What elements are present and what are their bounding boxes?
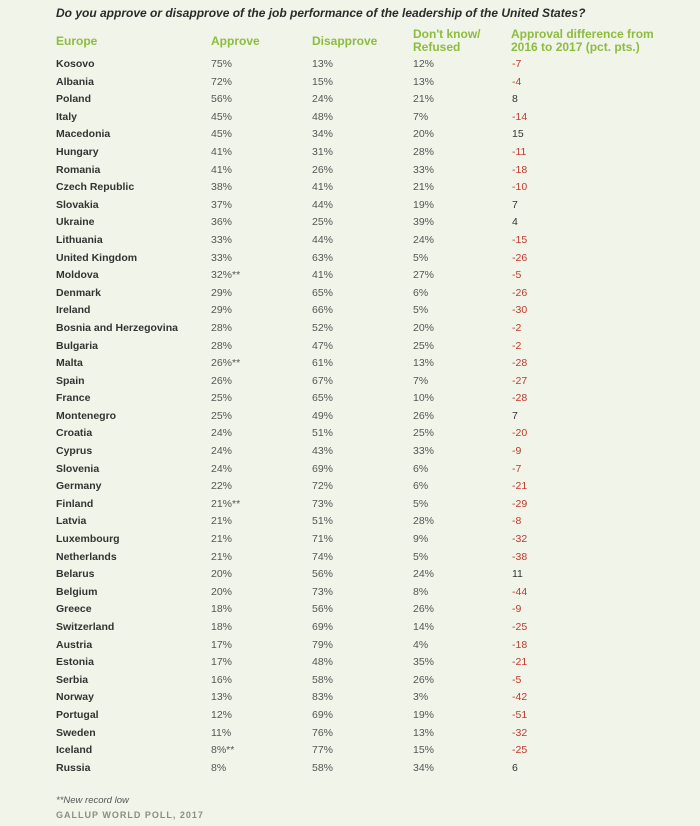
- country-cell: Austria: [56, 638, 93, 651]
- approve-cell: 26%: [211, 374, 233, 387]
- header-approve: Approve: [211, 34, 260, 48]
- dont-know-cell: 28%: [413, 515, 435, 528]
- dont-know-cell: 14%: [413, 621, 435, 633]
- country-cell: Bulgaria: [56, 339, 99, 352]
- dont-know-cell: 24%: [413, 568, 435, 581]
- table-row: [0, 91, 700, 109]
- difference-cell: -32: [512, 533, 528, 546]
- approve-cell: 45%: [211, 128, 233, 141]
- table-row: [0, 408, 700, 426]
- country-cell: Cyprus: [56, 445, 93, 458]
- difference-cell: -7: [512, 58, 522, 70]
- header-disapprove: Disapprove: [312, 34, 378, 48]
- country-cell: Ukraine: [56, 216, 95, 229]
- table-row: [0, 566, 700, 584]
- disapprove-cell: 65%: [312, 286, 334, 299]
- dont-know-cell: 9%: [413, 533, 429, 546]
- country-cell: Slovakia: [56, 198, 99, 211]
- difference-cell: -21: [512, 656, 528, 669]
- dont-know-cell: 25%: [413, 427, 435, 440]
- disapprove-cell: 72%: [312, 480, 334, 493]
- dont-know-cell: 21%: [413, 93, 435, 106]
- disapprove-cell: 69%: [312, 708, 334, 721]
- approve-cell: 22%: [211, 480, 233, 493]
- table-row: [0, 707, 700, 725]
- difference-cell: -18: [512, 163, 528, 176]
- difference-cell: -26: [512, 251, 528, 264]
- disapprove-cell: 41%: [312, 269, 334, 282]
- table-row: [0, 179, 700, 197]
- disapprove-cell: 51%: [312, 515, 334, 528]
- approve-cell: 17%: [211, 656, 233, 669]
- dont-know-cell: 4%: [413, 638, 429, 651]
- country-cell: Montenegro: [56, 409, 117, 422]
- disapprove-cell: 52%: [312, 321, 334, 334]
- disapprove-cell: 77%: [312, 744, 334, 757]
- country-cell: Czech Republic: [56, 181, 135, 194]
- dont-know-cell: 20%: [413, 128, 435, 141]
- table-row: [0, 162, 700, 180]
- disapprove-cell: 65%: [312, 392, 334, 405]
- disapprove-cell: 24%: [312, 93, 334, 106]
- table-row: [0, 390, 700, 408]
- difference-cell: 4: [512, 216, 518, 229]
- difference-cell: -18: [512, 638, 528, 651]
- table-row: [0, 197, 700, 215]
- country-cell: Macedonia: [56, 128, 111, 141]
- approve-cell: 56%: [211, 93, 233, 106]
- approve-cell: 41%: [211, 145, 233, 158]
- approve-cell: 37%: [211, 198, 233, 211]
- country-cell: Hungary: [56, 145, 99, 158]
- dont-know-cell: 28%: [413, 145, 435, 158]
- approve-cell: 18%: [211, 621, 233, 633]
- table-row: [0, 584, 700, 602]
- disapprove-cell: 79%: [312, 638, 334, 651]
- country-cell: Latvia: [56, 515, 87, 528]
- difference-cell: -5: [512, 673, 522, 686]
- difference-cell: -10: [512, 181, 528, 194]
- disapprove-cell: 34%: [312, 128, 334, 141]
- disapprove-cell: 49%: [312, 409, 334, 422]
- approve-cell: 36%: [211, 216, 233, 229]
- dont-know-cell: 13%: [413, 357, 435, 370]
- dont-know-cell: 6%: [413, 462, 429, 475]
- approve-cell: 38%: [211, 181, 233, 194]
- disapprove-cell: 69%: [312, 621, 334, 633]
- table-row: [0, 250, 700, 268]
- dont-know-cell: 15%: [413, 744, 435, 757]
- disapprove-cell: 63%: [312, 251, 334, 264]
- approve-cell: 75%: [211, 58, 233, 70]
- dont-know-cell: 6%: [413, 480, 429, 493]
- approve-cell: 21%: [211, 533, 233, 546]
- dont-know-cell: 5%: [413, 251, 429, 264]
- disapprove-cell: 47%: [312, 339, 334, 352]
- disapprove-cell: 56%: [312, 603, 334, 616]
- dont-know-cell: 5%: [413, 497, 429, 510]
- approve-cell: 29%: [211, 304, 233, 317]
- table-row: [0, 637, 700, 655]
- disapprove-cell: 44%: [312, 198, 334, 211]
- approve-cell: 21%: [211, 550, 233, 563]
- difference-cell: 7: [512, 409, 518, 422]
- dont-know-cell: 21%: [413, 181, 435, 194]
- country-cell: Portugal: [56, 708, 99, 721]
- dont-know-cell: 3%: [413, 691, 429, 704]
- table-row: [0, 760, 700, 778]
- approve-cell: 72%: [211, 75, 233, 88]
- difference-cell: -7: [512, 462, 522, 475]
- country-cell: Germany: [56, 480, 102, 493]
- table-row: [0, 373, 700, 391]
- country-cell: Croatia: [56, 427, 93, 440]
- dont-know-cell: 19%: [413, 708, 435, 721]
- table-row: [0, 478, 700, 496]
- approve-cell: 41%: [211, 163, 233, 176]
- table-row: [0, 672, 700, 690]
- table-row: [0, 513, 700, 531]
- disapprove-cell: 73%: [312, 497, 334, 510]
- disapprove-cell: 76%: [312, 726, 334, 739]
- disapprove-cell: 74%: [312, 550, 334, 563]
- country-cell: United Kingdom: [56, 251, 138, 264]
- approve-cell: 29%: [211, 286, 233, 299]
- disapprove-cell: 58%: [312, 673, 334, 686]
- approve-cell: 20%: [211, 568, 233, 581]
- difference-cell: -30: [512, 304, 528, 317]
- dont-know-cell: 6%: [413, 286, 429, 299]
- approve-cell: 21%**: [211, 497, 241, 510]
- difference-cell: 8: [512, 93, 518, 106]
- dont-know-cell: 20%: [413, 321, 435, 334]
- dont-know-cell: 5%: [413, 550, 429, 563]
- approve-cell: 17%: [211, 638, 233, 651]
- difference-cell: -15: [512, 233, 528, 246]
- country-cell: Ireland: [56, 304, 91, 317]
- table-row: [0, 742, 700, 760]
- dont-know-cell: 27%: [413, 269, 435, 282]
- table-row: [0, 654, 700, 672]
- approve-cell: 33%: [211, 251, 233, 264]
- country-cell: Sweden: [56, 726, 96, 739]
- disapprove-cell: 83%: [312, 691, 334, 704]
- dont-know-cell: 33%: [413, 445, 435, 458]
- chart-title: Do you approve or disapprove of the job performance of the leadership of the United States?: [56, 6, 586, 20]
- approve-cell: 24%: [211, 427, 233, 440]
- dont-know-cell: 7%: [413, 110, 429, 123]
- table-row: [0, 689, 700, 707]
- difference-cell: -44: [512, 585, 528, 598]
- dont-know-cell: 26%: [413, 603, 435, 616]
- table-row: [0, 214, 700, 232]
- disapprove-cell: 25%: [312, 216, 334, 229]
- country-cell: Italy: [56, 110, 78, 123]
- dont-know-cell: 33%: [413, 163, 435, 176]
- dont-know-cell: 39%: [413, 216, 435, 229]
- difference-cell: -11: [512, 145, 527, 158]
- disapprove-cell: 73%: [312, 585, 334, 598]
- header-dont-know-line1: Don't know/: [413, 27, 481, 41]
- country-cell: Estonia: [56, 656, 94, 669]
- disapprove-cell: 56%: [312, 568, 334, 581]
- dont-know-cell: 24%: [413, 233, 435, 246]
- table-row: [0, 126, 700, 144]
- country-cell: Bosnia and Herzegovina: [56, 321, 178, 334]
- difference-cell: 11: [512, 568, 523, 581]
- table-row: [0, 461, 700, 479]
- difference-cell: -32: [512, 726, 528, 739]
- table-row: [0, 355, 700, 373]
- approve-cell: 24%: [211, 462, 233, 475]
- difference-cell: -25: [512, 621, 528, 633]
- dont-know-cell: 26%: [413, 673, 435, 686]
- disapprove-cell: 31%: [312, 145, 334, 158]
- country-cell: Malta: [56, 357, 83, 370]
- difference-cell: -28: [512, 392, 528, 405]
- disapprove-cell: 41%: [312, 181, 334, 194]
- approve-cell: 11%: [211, 726, 232, 739]
- table-row: [0, 144, 700, 162]
- disapprove-cell: 13%: [312, 58, 334, 70]
- difference-cell: -9: [512, 445, 522, 458]
- header-approval-difference: [511, 28, 654, 54]
- difference-cell: -26: [512, 286, 528, 299]
- country-cell: France: [56, 392, 91, 405]
- table-row: [0, 425, 700, 443]
- difference-cell: -28: [512, 357, 528, 370]
- approve-cell: 8%**: [211, 744, 235, 757]
- disapprove-cell: 51%: [312, 427, 334, 440]
- country-cell: Moldova: [56, 269, 99, 282]
- approve-cell: 28%: [211, 321, 233, 334]
- dont-know-cell: 25%: [413, 339, 435, 352]
- dont-know-cell: 35%: [413, 656, 435, 669]
- approve-cell: 8%: [211, 761, 227, 774]
- country-cell: Belgium: [56, 585, 98, 598]
- dont-know-cell: 8%: [413, 585, 429, 598]
- difference-cell: -4: [512, 75, 522, 88]
- country-cell: Albania: [56, 75, 94, 88]
- country-cell: Kosovo: [56, 58, 95, 70]
- country-cell: Norway: [56, 691, 94, 704]
- approve-cell: 12%: [211, 708, 233, 721]
- dont-know-cell: 26%: [413, 409, 435, 422]
- difference-cell: -21: [512, 480, 528, 493]
- country-cell: Greece: [56, 603, 92, 616]
- country-cell: Romania: [56, 163, 101, 176]
- difference-cell: 15: [512, 128, 524, 141]
- difference-cell: 7: [512, 198, 518, 211]
- difference-cell: -25: [512, 744, 528, 757]
- table-row: [0, 443, 700, 461]
- approve-cell: 28%: [211, 339, 233, 352]
- table-row: [0, 320, 700, 338]
- footnote: **New record low: [56, 795, 129, 806]
- country-cell: Netherlands: [56, 550, 117, 563]
- difference-cell: -2: [512, 321, 522, 334]
- approve-cell: 18%: [211, 603, 233, 616]
- approve-cell: 25%: [211, 392, 233, 405]
- header-approval-difference-line2: 2016 to 2017 (pct. pts.): [511, 40, 640, 54]
- header-dont-know: [413, 28, 481, 54]
- table-body: [0, 56, 700, 777]
- table-row: [0, 601, 700, 619]
- difference-cell: -2: [512, 339, 522, 352]
- disapprove-cell: 44%: [312, 233, 334, 246]
- dont-know-cell: 13%: [413, 75, 435, 88]
- disapprove-cell: 67%: [312, 374, 334, 387]
- approve-cell: 24%: [211, 445, 233, 458]
- table-row: [0, 74, 700, 92]
- disapprove-cell: 15%: [312, 75, 334, 88]
- difference-cell: -51: [512, 708, 528, 721]
- country-cell: Poland: [56, 93, 92, 106]
- table-row: [0, 285, 700, 303]
- header-europe: Europe: [56, 34, 98, 48]
- dont-know-cell: 13%: [413, 726, 435, 739]
- dont-know-cell: 5%: [413, 304, 429, 317]
- table-row: [0, 232, 700, 250]
- table-row: [0, 338, 700, 356]
- dont-know-cell: 19%: [413, 198, 435, 211]
- approve-cell: 45%: [211, 110, 233, 123]
- dont-know-cell: 10%: [413, 392, 435, 405]
- source-label: GALLUP WORLD POLL, 2017: [56, 810, 204, 820]
- country-cell: Spain: [56, 374, 85, 387]
- difference-cell: -14: [512, 110, 528, 123]
- disapprove-cell: 26%: [312, 163, 334, 176]
- disapprove-cell: 71%: [312, 533, 334, 546]
- header-approval-difference-line1: Approval difference from: [511, 27, 654, 41]
- difference-cell: -29: [512, 497, 528, 510]
- table-row: [0, 531, 700, 549]
- disapprove-cell: 61%: [312, 357, 334, 370]
- country-cell: Denmark: [56, 286, 101, 299]
- difference-cell: -42: [512, 691, 528, 704]
- table-row: [0, 549, 700, 567]
- dont-know-cell: 12%: [413, 58, 435, 70]
- table-row: [0, 496, 700, 514]
- country-cell: Iceland: [56, 744, 93, 757]
- approve-cell: 33%: [211, 233, 233, 246]
- approve-cell: 21%: [211, 515, 233, 528]
- disapprove-cell: 48%: [312, 110, 334, 123]
- approve-cell: 25%: [211, 409, 233, 422]
- difference-cell: 6: [512, 761, 518, 774]
- table-row: [0, 619, 700, 637]
- disapprove-cell: 43%: [312, 445, 334, 458]
- approve-cell: 32%**: [211, 269, 241, 282]
- difference-cell: -20: [512, 427, 528, 440]
- country-cell: Finland: [56, 497, 94, 510]
- difference-cell: -9: [512, 603, 522, 616]
- disapprove-cell: 48%: [312, 656, 334, 669]
- difference-cell: -8: [512, 515, 522, 528]
- table-row: [0, 725, 700, 743]
- country-cell: Switzerland: [56, 621, 115, 633]
- dont-know-cell: 34%: [413, 761, 435, 774]
- difference-cell: -27: [512, 374, 528, 387]
- country-cell: Belarus: [56, 568, 95, 581]
- approve-cell: 13%: [211, 691, 233, 704]
- disapprove-cell: 66%: [312, 304, 334, 317]
- approve-cell: 16%: [211, 673, 233, 686]
- difference-cell: -38: [512, 550, 528, 563]
- header-dont-know-line2: Refused: [413, 40, 461, 54]
- approve-cell: 20%: [211, 585, 233, 598]
- country-cell: Russia: [56, 761, 91, 774]
- country-cell: Luxembourg: [56, 533, 120, 546]
- table-row: [0, 302, 700, 320]
- dont-know-cell: 7%: [413, 374, 429, 387]
- table-row: [0, 109, 700, 127]
- disapprove-cell: 69%: [312, 462, 334, 475]
- approve-cell: 26%**: [211, 357, 241, 370]
- country-cell: Lithuania: [56, 233, 103, 246]
- country-cell: Slovenia: [56, 462, 100, 475]
- table-row: [0, 56, 700, 74]
- difference-cell: -5: [512, 269, 522, 282]
- country-cell: Serbia: [56, 673, 89, 686]
- disapprove-cell: 58%: [312, 761, 334, 774]
- table-row: [0, 267, 700, 285]
